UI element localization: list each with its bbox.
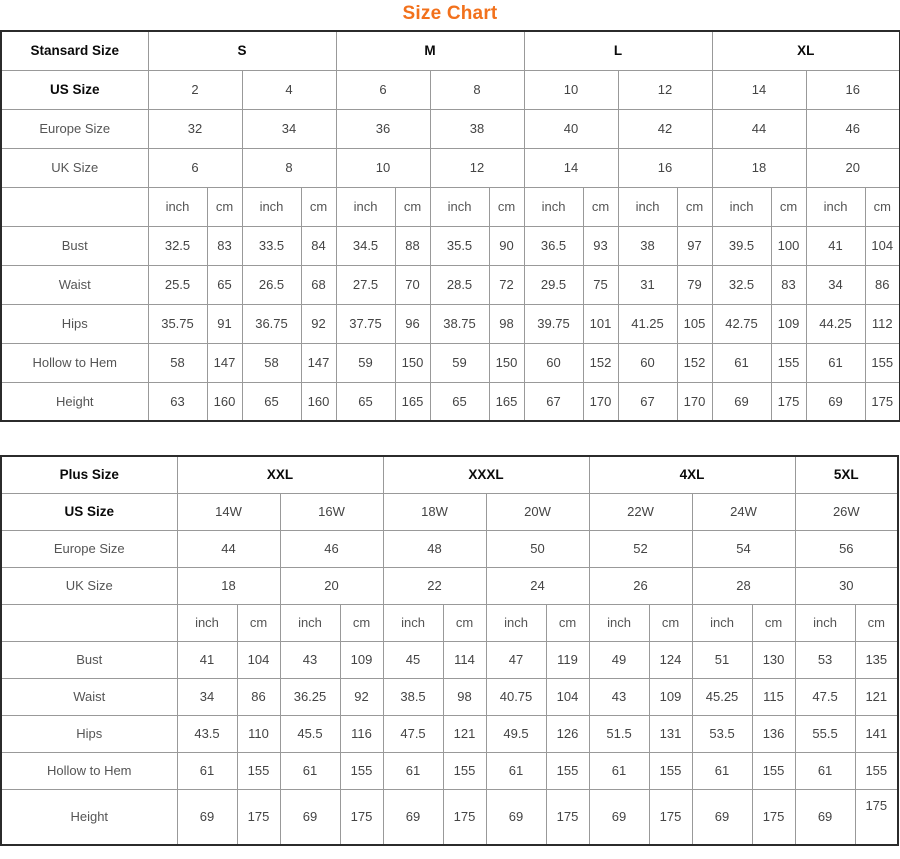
cm-value-cell: 175 bbox=[340, 789, 383, 845]
inch-value-cell: 69 bbox=[589, 789, 649, 845]
unit-cm-label: cm bbox=[546, 604, 589, 641]
cm-value-cell: 119 bbox=[546, 641, 589, 678]
inch-value-cell: 43.5 bbox=[177, 715, 237, 752]
inch-value-cell: 59 bbox=[430, 343, 489, 382]
unit-cm-label: cm bbox=[583, 187, 618, 226]
cm-value-cell: 104 bbox=[865, 226, 900, 265]
unit-inch-label: inch bbox=[486, 604, 546, 641]
unit-cm-label: cm bbox=[301, 187, 336, 226]
unit-inch-label: inch bbox=[430, 187, 489, 226]
cm-value-cell: 109 bbox=[649, 678, 692, 715]
unit-inch-label: inch bbox=[383, 604, 443, 641]
unit-cm-label: cm bbox=[237, 604, 280, 641]
inch-value-cell: 55.5 bbox=[795, 715, 855, 752]
cm-value-cell: 131 bbox=[649, 715, 692, 752]
cm-value-cell: 98 bbox=[443, 678, 486, 715]
inch-value-cell: 61 bbox=[795, 752, 855, 789]
row-height bbox=[1, 789, 898, 845]
inch-value-cell: 47 bbox=[486, 641, 546, 678]
inch-value-cell: 35.75 bbox=[148, 304, 207, 343]
cm-value-cell: 175 bbox=[649, 789, 692, 845]
size-value-cell: 10 bbox=[524, 70, 618, 109]
unit-header-row bbox=[1, 187, 900, 226]
cm-value-cell: 170 bbox=[583, 382, 618, 421]
cm-value-cell: 155 bbox=[649, 752, 692, 789]
size-value-cell: 54 bbox=[692, 530, 795, 567]
size-value-cell: 20 bbox=[806, 148, 900, 187]
row-label: UK Size bbox=[1, 148, 148, 187]
row-label: Hips bbox=[1, 304, 148, 343]
size-value-cell: 22W bbox=[589, 493, 692, 530]
inch-value-cell: 25.5 bbox=[148, 265, 207, 304]
cm-value-cell: 175 bbox=[443, 789, 486, 845]
row-label: Hollow to Hem bbox=[1, 752, 177, 789]
row-us-size bbox=[1, 493, 898, 530]
inch-value-cell: 53.5 bbox=[692, 715, 752, 752]
cm-value-cell: 115 bbox=[752, 678, 795, 715]
inch-value-cell: 43 bbox=[589, 678, 649, 715]
cm-value-cell: 150 bbox=[489, 343, 524, 382]
row-europe-size bbox=[1, 109, 900, 148]
inch-value-cell: 61 bbox=[177, 752, 237, 789]
cm-value-cell: 175 bbox=[752, 789, 795, 845]
inch-value-cell: 37.75 bbox=[336, 304, 395, 343]
size-value-cell: 24W bbox=[692, 493, 795, 530]
row-uk-size bbox=[1, 567, 898, 604]
cm-value-cell: 175 bbox=[237, 789, 280, 845]
cm-value-cell: 160 bbox=[207, 382, 242, 421]
inch-value-cell: 67 bbox=[618, 382, 677, 421]
inch-value-cell: 58 bbox=[242, 343, 301, 382]
cm-value-cell: 101 bbox=[583, 304, 618, 343]
cm-value-cell: 98 bbox=[489, 304, 524, 343]
unit-inch-label: inch bbox=[618, 187, 677, 226]
size-value-cell: 6 bbox=[336, 70, 430, 109]
cm-value-cell: 155 bbox=[855, 752, 898, 789]
cm-value-cell: 124 bbox=[649, 641, 692, 678]
cm-value-cell: 121 bbox=[443, 715, 486, 752]
cm-value-cell: 114 bbox=[443, 641, 486, 678]
size-value-cell: 18 bbox=[177, 567, 280, 604]
cm-value-cell: 175 bbox=[771, 382, 806, 421]
size-value-cell: 24 bbox=[486, 567, 589, 604]
row-label: US Size bbox=[1, 493, 177, 530]
cm-value-cell: 86 bbox=[865, 265, 900, 304]
plus-size-table bbox=[0, 455, 899, 846]
row-waist bbox=[1, 265, 900, 304]
inch-value-cell: 61 bbox=[692, 752, 752, 789]
inch-value-cell: 60 bbox=[618, 343, 677, 382]
size-value-cell: 40 bbox=[524, 109, 618, 148]
cm-value-cell: 70 bbox=[395, 265, 430, 304]
inch-value-cell: 61 bbox=[806, 343, 865, 382]
unit-inch-label: inch bbox=[589, 604, 649, 641]
cm-value-cell: 112 bbox=[865, 304, 900, 343]
inch-value-cell: 65 bbox=[430, 382, 489, 421]
size-group-header: XXL bbox=[177, 456, 383, 493]
cm-value-cell: 155 bbox=[752, 752, 795, 789]
inch-value-cell: 39.75 bbox=[524, 304, 583, 343]
cm-value-cell: 130 bbox=[752, 641, 795, 678]
inch-value-cell: 34.5 bbox=[336, 226, 395, 265]
size-group-header-row bbox=[1, 456, 898, 493]
size-value-cell: 38 bbox=[430, 109, 524, 148]
inch-value-cell: 44.25 bbox=[806, 304, 865, 343]
cm-value-cell: 86 bbox=[237, 678, 280, 715]
size-value-cell: 16 bbox=[806, 70, 900, 109]
unit-cm-label: cm bbox=[677, 187, 712, 226]
cm-value-cell: 175 bbox=[855, 789, 898, 845]
cm-value-cell: 165 bbox=[489, 382, 524, 421]
inch-value-cell: 41 bbox=[177, 641, 237, 678]
inch-value-cell: 27.5 bbox=[336, 265, 395, 304]
inch-value-cell: 61 bbox=[383, 752, 443, 789]
cm-value-cell: 109 bbox=[340, 641, 383, 678]
inch-value-cell: 67 bbox=[524, 382, 583, 421]
size-value-cell: 22 bbox=[383, 567, 486, 604]
corner-label: Stansard Size bbox=[1, 31, 148, 70]
cm-value-cell: 116 bbox=[340, 715, 383, 752]
row-label: Europe Size bbox=[1, 530, 177, 567]
unit-inch-label: inch bbox=[280, 604, 340, 641]
size-group-header: 5XL bbox=[795, 456, 898, 493]
unit-cm-label: cm bbox=[752, 604, 795, 641]
row-label: Hollow to Hem bbox=[1, 343, 148, 382]
cm-value-cell: 141 bbox=[855, 715, 898, 752]
size-value-cell: 44 bbox=[712, 109, 806, 148]
size-group-header: L bbox=[524, 31, 712, 70]
row-hollow-to-hem bbox=[1, 752, 898, 789]
size-value-cell: 18 bbox=[712, 148, 806, 187]
inch-value-cell: 26.5 bbox=[242, 265, 301, 304]
row-height bbox=[1, 382, 900, 421]
cm-value-cell: 84 bbox=[301, 226, 336, 265]
cm-value-cell: 155 bbox=[771, 343, 806, 382]
size-value-cell: 10 bbox=[336, 148, 430, 187]
cm-value-cell: 88 bbox=[395, 226, 430, 265]
inch-value-cell: 38 bbox=[618, 226, 677, 265]
size-group-header: XL bbox=[712, 31, 900, 70]
inch-value-cell: 49 bbox=[589, 641, 649, 678]
inch-value-cell: 63 bbox=[148, 382, 207, 421]
unit-inch-label: inch bbox=[242, 187, 301, 226]
size-value-cell: 20 bbox=[280, 567, 383, 604]
row-hips bbox=[1, 715, 898, 752]
cm-value-cell: 92 bbox=[340, 678, 383, 715]
size-value-cell: 36 bbox=[336, 109, 430, 148]
empty-corner-cell bbox=[1, 187, 148, 226]
inch-value-cell: 69 bbox=[177, 789, 237, 845]
cm-value-cell: 100 bbox=[771, 226, 806, 265]
inch-value-cell: 38.5 bbox=[383, 678, 443, 715]
inch-value-cell: 49.5 bbox=[486, 715, 546, 752]
inch-value-cell: 61 bbox=[712, 343, 771, 382]
inch-value-cell: 69 bbox=[712, 382, 771, 421]
cm-value-cell: 72 bbox=[489, 265, 524, 304]
size-group-header: M bbox=[336, 31, 524, 70]
size-value-cell: 16 bbox=[618, 148, 712, 187]
inch-value-cell: 61 bbox=[280, 752, 340, 789]
size-value-cell: 8 bbox=[430, 70, 524, 109]
unit-cm-label: cm bbox=[489, 187, 524, 226]
unit-cm-label: cm bbox=[865, 187, 900, 226]
cm-value-cell: 90 bbox=[489, 226, 524, 265]
inch-value-cell: 53 bbox=[795, 641, 855, 678]
inch-value-cell: 33.5 bbox=[242, 226, 301, 265]
inch-value-cell: 45 bbox=[383, 641, 443, 678]
inch-value-cell: 36.5 bbox=[524, 226, 583, 265]
unit-cm-label: cm bbox=[855, 604, 898, 641]
inch-value-cell: 43 bbox=[280, 641, 340, 678]
row-label: Bust bbox=[1, 226, 148, 265]
unit-inch-label: inch bbox=[806, 187, 865, 226]
size-value-cell: 12 bbox=[618, 70, 712, 109]
inch-value-cell: 45.5 bbox=[280, 715, 340, 752]
size-value-cell: 46 bbox=[280, 530, 383, 567]
size-value-cell: 26 bbox=[589, 567, 692, 604]
cm-value-cell: 65 bbox=[207, 265, 242, 304]
cm-value-cell: 68 bbox=[301, 265, 336, 304]
size-value-cell: 32 bbox=[148, 109, 242, 148]
cm-value-cell: 126 bbox=[546, 715, 589, 752]
size-group-header: XXXL bbox=[383, 456, 589, 493]
inch-value-cell: 69 bbox=[280, 789, 340, 845]
size-value-cell: 20W bbox=[486, 493, 589, 530]
inch-value-cell: 58 bbox=[148, 343, 207, 382]
corner-label: Plus Size bbox=[1, 456, 177, 493]
size-value-cell: 44 bbox=[177, 530, 280, 567]
inch-value-cell: 34 bbox=[177, 678, 237, 715]
unit-inch-label: inch bbox=[795, 604, 855, 641]
inch-value-cell: 65 bbox=[336, 382, 395, 421]
cm-value-cell: 147 bbox=[207, 343, 242, 382]
inch-value-cell: 40.75 bbox=[486, 678, 546, 715]
size-value-cell: 2 bbox=[148, 70, 242, 109]
row-label: Hips bbox=[1, 715, 177, 752]
inch-value-cell: 60 bbox=[524, 343, 583, 382]
inch-value-cell: 47.5 bbox=[795, 678, 855, 715]
unit-cm-label: cm bbox=[340, 604, 383, 641]
inch-value-cell: 69 bbox=[806, 382, 865, 421]
size-group-header: S bbox=[148, 31, 336, 70]
row-label: Europe Size bbox=[1, 109, 148, 148]
inch-value-cell: 32.5 bbox=[148, 226, 207, 265]
cm-value-cell: 150 bbox=[395, 343, 430, 382]
cm-value-cell: 75 bbox=[583, 265, 618, 304]
cm-value-cell: 160 bbox=[301, 382, 336, 421]
inch-value-cell: 39.5 bbox=[712, 226, 771, 265]
cm-value-cell: 147 bbox=[301, 343, 336, 382]
cm-value-cell: 135 bbox=[855, 641, 898, 678]
cm-value-cell: 83 bbox=[207, 226, 242, 265]
size-value-cell: 50 bbox=[486, 530, 589, 567]
cm-value-cell: 96 bbox=[395, 304, 430, 343]
size-value-cell: 16W bbox=[280, 493, 383, 530]
unit-inch-label: inch bbox=[692, 604, 752, 641]
size-value-cell: 48 bbox=[383, 530, 486, 567]
size-value-cell: 46 bbox=[806, 109, 900, 148]
inch-value-cell: 59 bbox=[336, 343, 395, 382]
inch-value-cell: 69 bbox=[383, 789, 443, 845]
cm-value-cell: 175 bbox=[546, 789, 589, 845]
cm-value-cell: 97 bbox=[677, 226, 712, 265]
cm-value-cell: 175 bbox=[865, 382, 900, 421]
size-value-cell: 26W bbox=[795, 493, 898, 530]
size-value-cell: 30 bbox=[795, 567, 898, 604]
row-bust bbox=[1, 641, 898, 678]
size-value-cell: 14 bbox=[524, 148, 618, 187]
inch-value-cell: 51.5 bbox=[589, 715, 649, 752]
size-value-cell: 52 bbox=[589, 530, 692, 567]
size-value-cell: 56 bbox=[795, 530, 898, 567]
unit-inch-label: inch bbox=[336, 187, 395, 226]
cm-value-cell: 109 bbox=[771, 304, 806, 343]
inch-value-cell: 61 bbox=[486, 752, 546, 789]
inch-value-cell: 69 bbox=[795, 789, 855, 845]
cm-value-cell: 155 bbox=[546, 752, 589, 789]
cm-value-cell: 104 bbox=[546, 678, 589, 715]
size-value-cell: 14W bbox=[177, 493, 280, 530]
inch-value-cell: 69 bbox=[486, 789, 546, 845]
cm-value-cell: 152 bbox=[583, 343, 618, 382]
row-hips bbox=[1, 304, 900, 343]
cm-value-cell: 165 bbox=[395, 382, 430, 421]
unit-cm-label: cm bbox=[443, 604, 486, 641]
inch-value-cell: 36.75 bbox=[242, 304, 301, 343]
inch-value-cell: 31 bbox=[618, 265, 677, 304]
unit-cm-label: cm bbox=[771, 187, 806, 226]
inch-value-cell: 45.25 bbox=[692, 678, 752, 715]
row-label: Waist bbox=[1, 265, 148, 304]
cm-value-cell: 93 bbox=[583, 226, 618, 265]
cm-value-cell: 105 bbox=[677, 304, 712, 343]
row-bust bbox=[1, 226, 900, 265]
row-waist bbox=[1, 678, 898, 715]
size-value-cell: 28 bbox=[692, 567, 795, 604]
cm-value-cell: 155 bbox=[340, 752, 383, 789]
size-value-cell: 18W bbox=[383, 493, 486, 530]
cm-value-cell: 121 bbox=[855, 678, 898, 715]
row-europe-size bbox=[1, 530, 898, 567]
inch-value-cell: 51 bbox=[692, 641, 752, 678]
standard-size-table bbox=[0, 30, 900, 422]
inch-value-cell: 61 bbox=[589, 752, 649, 789]
size-group-header-row bbox=[1, 31, 900, 70]
inch-value-cell: 38.75 bbox=[430, 304, 489, 343]
inch-value-cell: 41 bbox=[806, 226, 865, 265]
row-label: UK Size bbox=[1, 567, 177, 604]
cm-value-cell: 110 bbox=[237, 715, 280, 752]
row-hollow-to-hem bbox=[1, 343, 900, 382]
unit-cm-label: cm bbox=[395, 187, 430, 226]
unit-inch-label: inch bbox=[524, 187, 583, 226]
size-value-cell: 6 bbox=[148, 148, 242, 187]
cm-value-cell: 170 bbox=[677, 382, 712, 421]
inch-value-cell: 65 bbox=[242, 382, 301, 421]
cm-value-cell: 152 bbox=[677, 343, 712, 382]
size-value-cell: 4 bbox=[242, 70, 336, 109]
inch-value-cell: 32.5 bbox=[712, 265, 771, 304]
cm-value-cell: 104 bbox=[237, 641, 280, 678]
cm-value-cell: 155 bbox=[237, 752, 280, 789]
inch-value-cell: 34 bbox=[806, 265, 865, 304]
row-label: Height bbox=[1, 382, 148, 421]
unit-inch-label: inch bbox=[177, 604, 237, 641]
row-uk-size bbox=[1, 148, 900, 187]
cm-value-cell: 155 bbox=[865, 343, 900, 382]
unit-cm-label: cm bbox=[649, 604, 692, 641]
size-value-cell: 42 bbox=[618, 109, 712, 148]
unit-inch-label: inch bbox=[148, 187, 207, 226]
cm-value-cell: 83 bbox=[771, 265, 806, 304]
unit-cm-label: cm bbox=[207, 187, 242, 226]
inch-value-cell: 36.25 bbox=[280, 678, 340, 715]
empty-corner-cell bbox=[1, 604, 177, 641]
inch-value-cell: 28.5 bbox=[430, 265, 489, 304]
cm-value-cell: 92 bbox=[301, 304, 336, 343]
cm-value-cell: 136 bbox=[752, 715, 795, 752]
inch-value-cell: 69 bbox=[692, 789, 752, 845]
size-value-cell: 12 bbox=[430, 148, 524, 187]
inch-value-cell: 47.5 bbox=[383, 715, 443, 752]
row-label: Bust bbox=[1, 641, 177, 678]
row-label: Waist bbox=[1, 678, 177, 715]
page-title: Size Chart bbox=[402, 3, 498, 24]
inch-value-cell: 41.25 bbox=[618, 304, 677, 343]
cm-value-cell: 79 bbox=[677, 265, 712, 304]
row-us-size bbox=[1, 70, 900, 109]
size-value-cell: 34 bbox=[242, 109, 336, 148]
row-label: US Size bbox=[1, 70, 148, 109]
unit-inch-label: inch bbox=[712, 187, 771, 226]
cm-value-cell: 91 bbox=[207, 304, 242, 343]
size-value-cell: 8 bbox=[242, 148, 336, 187]
size-value-cell: 14 bbox=[712, 70, 806, 109]
inch-value-cell: 35.5 bbox=[430, 226, 489, 265]
row-label: Height bbox=[1, 789, 177, 845]
cm-value-cell: 155 bbox=[443, 752, 486, 789]
inch-value-cell: 42.75 bbox=[712, 304, 771, 343]
unit-header-row bbox=[1, 604, 898, 641]
inch-value-cell: 29.5 bbox=[524, 265, 583, 304]
size-group-header: 4XL bbox=[589, 456, 795, 493]
